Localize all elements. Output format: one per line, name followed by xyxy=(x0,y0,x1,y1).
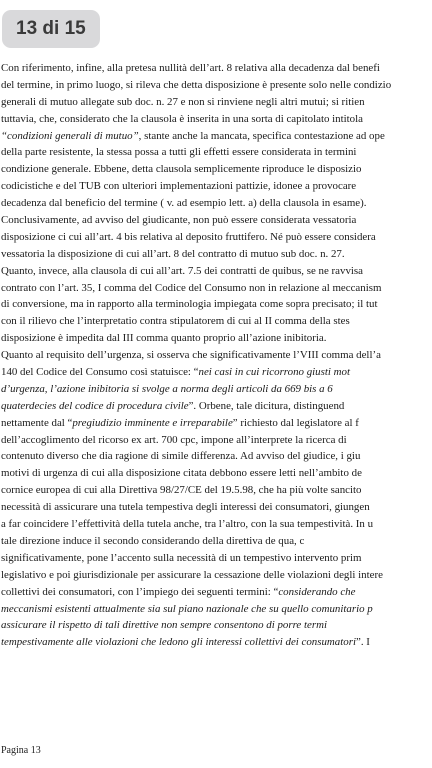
text-line xyxy=(1,77,432,94)
text-run: con il rilievo che l’interpretatio contra stipulatorem di cui al II comma della stes xyxy=(1,315,350,328)
italic-text: meccanismi esistenti attualmente sia sul piano nazionale che su quello comunitario p xyxy=(1,602,373,615)
text-line xyxy=(1,617,432,634)
text-run: collettivi dei consumatori, con l’impiego dei seguenti termini: “ xyxy=(1,585,279,598)
italic-text: quaterdecies del codice di procedura civile xyxy=(1,399,189,412)
text-line xyxy=(1,432,432,449)
text-run: ” richiesto dal legislatore al f xyxy=(232,416,359,429)
text-run: nettamente dal “ xyxy=(1,416,73,429)
text-line xyxy=(1,584,432,601)
text-run: disposizione ci cui all’art. 4 bis relativa al deposito fruttifero. Né può essere considera xyxy=(1,230,376,243)
page-footer: Pagina 13 xyxy=(1,745,41,756)
text-run: Quanto al requisito dell’urgenza, si osserva che significativamente l’VIII comma dell’a xyxy=(1,349,381,362)
italic-text: considerando che xyxy=(278,585,356,598)
text-line xyxy=(1,195,432,212)
text-line xyxy=(1,161,432,178)
text-line xyxy=(1,364,432,381)
text-run: codicistiche e del TUB con ulteriori implementazioni pattizie, idonee a provocare xyxy=(1,180,357,193)
italic-text: tempestivamente alle violazioni che ledono gli interessi collettivi dei consumatori xyxy=(1,636,356,649)
text-run: ”. Orbene, tale dicitura, distinguend xyxy=(188,399,345,412)
text-line xyxy=(1,94,432,111)
text-line xyxy=(1,263,432,280)
text-run: tale direzione induce il secondo considerando della direttiva de qua, c xyxy=(1,534,305,547)
italic-text: nei casi in cui ricorrono giusti mot xyxy=(198,366,350,379)
text-run: ”. I xyxy=(355,636,370,649)
text-line xyxy=(1,567,432,584)
text-line xyxy=(1,465,432,482)
text-run: condizione generale. Ebbene, detta clausola semplicemente riproduce le disposizio xyxy=(1,163,362,176)
text-line xyxy=(1,415,432,432)
italic-text: d’urgenza, l’azione inibitoria si svolge a norma degli articoli da 669 bis a 6 xyxy=(1,382,333,395)
text-run: del termine, in primo luogo, si rileva che detta disposizione è presente solo nelle condizio xyxy=(1,78,392,91)
text-line xyxy=(1,60,432,77)
text-run: generali di mutuo allegate sub doc. n. 27 e non si rinviene negli altri mutui; si ritien xyxy=(1,95,365,108)
text-run: contrato con l’art. 35, I comma del Codice del Consumo non in relazione al meccanism xyxy=(1,281,382,294)
text-run: della parte resistente, la stessa possa a tutti gli effetti essere considerata in termini xyxy=(1,146,357,159)
text-run: legislativo e poi giurisdizionale per assicurare la cessazione delle violazioni degli intere xyxy=(1,568,383,581)
document-body xyxy=(1,60,432,651)
text-line xyxy=(1,296,432,313)
text-line xyxy=(1,550,432,567)
text-run: disposizione è impedita dal III comma quanto proprio all’azione inibitoria. xyxy=(1,332,327,345)
text-line xyxy=(1,448,432,465)
page-indicator-label: 13 di 15 xyxy=(16,18,86,39)
italic-text: assicurare il rispetto di tali direttive non sempre consentono di porre termi xyxy=(1,619,327,632)
text-line xyxy=(1,111,432,128)
italic-text: “condizioni generali di mutuo” xyxy=(1,129,139,142)
text-line xyxy=(1,398,432,415)
text-run: significativamente, pone l’accento sulla necessità di un tempestivo intervento prim xyxy=(1,551,362,564)
text-run: motivi di urgenza di cui alla disposizione citata debbono essere letti nell’ambito de xyxy=(1,467,362,480)
text-line xyxy=(1,313,432,330)
text-line xyxy=(1,347,432,364)
text-run: 140 del Codice del Consumo così statuisce: “ xyxy=(1,366,199,379)
text-run: a far coincidere l’effettività della tutela anche, tra l’altro, con la sua tempestività. In u xyxy=(1,518,374,531)
text-run: dell’accoglimento del ricorso ex art. 700 cpc, impone all’interprete la ricerca di xyxy=(1,433,347,446)
text-line xyxy=(1,128,432,145)
text-run: vessatoria la disposizione di cui all’art. 8 del contratto di mutuo sub doc. n. 27. xyxy=(1,247,345,260)
italic-text: pregiudizio imminente e irreparabile xyxy=(72,416,233,429)
text-run: contenuto diverso che dia ragione di simile differenza. Ad avviso del giudice, i giu xyxy=(1,450,361,463)
text-run: Con riferimento, infine, alla pretesa nullità dell’art. 8 relativa alla decadenza dal benefi xyxy=(1,62,380,74)
text-line xyxy=(1,229,432,246)
text-line xyxy=(1,601,432,618)
text-run: di conversione, ma in rapporto alla terminologia impiegata come sopra precisato; il tut xyxy=(1,298,378,311)
text-line xyxy=(1,533,432,550)
text-line xyxy=(1,330,432,347)
text-line xyxy=(1,482,432,499)
text-line xyxy=(1,144,432,161)
text-line xyxy=(1,280,432,297)
text-line xyxy=(1,516,432,533)
text-run: cornice europea di cui alla Direttiva 98/27/CE del 19.5.98, che ha più volte sancito xyxy=(1,484,362,497)
text-line xyxy=(1,212,432,229)
text-run: , stante anche la mancata, specifica contestazione ad ope xyxy=(138,129,385,142)
text-run: Quanto, invece, alla clausola di cui all’art. 7.5 dei contratti de quibus, se ne ravvisa xyxy=(1,264,363,277)
text-line xyxy=(1,634,432,651)
text-line xyxy=(1,499,432,516)
text-line xyxy=(1,178,432,195)
page-indicator xyxy=(2,10,100,48)
text-run: decadenza dal beneficio del termine ( v. ad esempio lett. a) della clausola in esame). xyxy=(1,197,367,210)
text-line xyxy=(1,381,432,398)
text-run: tuttavia, che, considerato che la clausola è inserita in una sorta di capitolato intitola xyxy=(1,112,363,125)
text-run: Conclusivamente, ad avviso del giudicante, non può essere considerata vessatoria xyxy=(1,214,357,227)
text-line xyxy=(1,246,432,263)
text-run: necessità di assicurare una tutela tempestiva degli interessi dei consumatori, giungen xyxy=(1,501,370,514)
